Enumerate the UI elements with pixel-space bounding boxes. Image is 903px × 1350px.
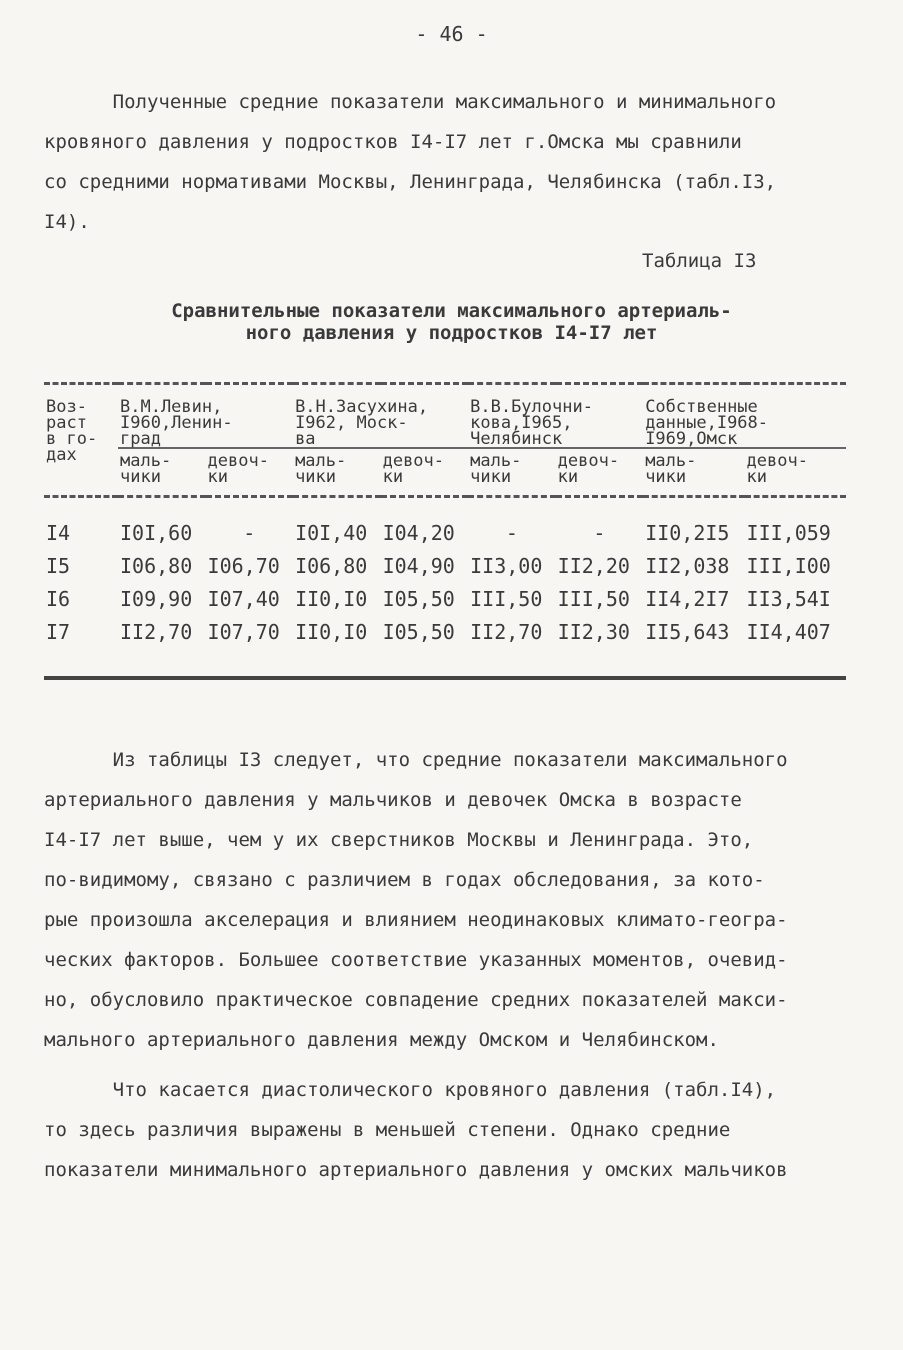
value-cell: III,50 (557, 587, 630, 611)
table-label: Таблица I3 (642, 250, 757, 272)
subheader-girls: девоч- ки (745, 448, 846, 497)
body-line: I4-I7 лет выше, чем у их сверстников Москвы и Ленинграда. Это, (44, 829, 754, 851)
value-cell: I07,40 (207, 587, 280, 611)
blood-pressure-table (44, 382, 846, 680)
table-row (44, 550, 846, 583)
body-line: то здесь различия выражены в меньшей степени. Однако средние (44, 1119, 731, 1141)
intro-line: со средними нормативами Москвы, Ленинграда, Челябинска (табл.I3, (44, 171, 777, 193)
intro-line: кровяного давления у подростков I4-I7 лет г.Омска мы сравнили (44, 131, 742, 153)
value-cell: - (593, 521, 606, 545)
value-cell: II2,20 (557, 554, 630, 578)
intro-line: I4). (44, 211, 90, 233)
body-paragraph-1 (44, 740, 864, 1060)
intro-line: Полученные средние показатели максимального и минимального (44, 91, 777, 113)
subheader-girls: девоч- ки (556, 448, 644, 497)
value-cell: II4,407 (745, 616, 846, 678)
value-cell: II2,70 (468, 616, 556, 678)
table-title-line: ного давления у подростков I4-I7 лет (245, 322, 658, 344)
value-cell: II2,70 (118, 616, 206, 678)
value-cell: II2,30 (556, 616, 644, 678)
table-row (44, 497, 846, 551)
age-cell: I7 (44, 616, 118, 678)
subheader-boys: маль- чики (118, 448, 206, 497)
value-cell: II2,038 (645, 554, 730, 578)
value-cell: I0I,60 (120, 521, 193, 545)
value-cell: I05,50 (381, 616, 469, 678)
value-cell: I06,70 (207, 554, 280, 578)
value-cell: I07,70 (206, 616, 294, 678)
intro-paragraph (44, 82, 864, 242)
age-header: Воз- раст в го- дах (44, 384, 118, 497)
value-cell: II0,I0 (293, 616, 381, 678)
table-title-line: Сравнительные показатели максимального артериаль- (171, 300, 732, 322)
value-cell: I0I,40 (295, 521, 368, 545)
age-cell: I5 (46, 554, 71, 578)
group-header-own-data: Собственные данные,I968- I969,Омск (643, 384, 846, 449)
value-cell: - (505, 521, 518, 545)
table-row (44, 616, 846, 678)
value-cell: II3,00 (470, 554, 543, 578)
group-header-bulochnikova: В.В.Булочни- кова,I965, Челябинск (468, 384, 643, 449)
body-line: ческих факторов. Большее соответствие указанных моментов, очевид- (44, 949, 788, 971)
value-cell: I05,50 (382, 587, 455, 611)
value-cell: I09,90 (120, 587, 193, 611)
body-line: рые произошла акселерация и влиянием неодинаковых климато-геогра- (44, 909, 788, 931)
subheader-boys: маль- чики (293, 448, 381, 497)
subheader-girls: девоч- ки (206, 448, 294, 497)
value-cell: II4,2I7 (645, 587, 730, 611)
value-cell: II0,I0 (295, 587, 368, 611)
value-cell: I06,80 (120, 554, 193, 578)
subheader-girls: девоч- ки (381, 448, 469, 497)
subheader-boys: маль- чики (643, 448, 744, 497)
body-paragraph-2 (44, 1070, 864, 1190)
body-line: артериального давления у мальчиков и девочек Омска в возрасте (44, 789, 742, 811)
age-cell: I6 (46, 587, 71, 611)
body-line: Что касается диастолического кровяного давления (табл.I4), (44, 1079, 777, 1101)
value-cell: II0,2I5 (645, 521, 730, 545)
value-cell: I04,20 (382, 521, 455, 545)
table-row (44, 583, 846, 616)
body-line: показатели минимального артериального давления у омских мальчиков (44, 1159, 788, 1181)
value-cell: III,059 (746, 521, 831, 545)
group-header-zasukhina: В.Н.Засухина, I962, Моск- ва (293, 384, 468, 449)
body-line: но, обусловило практическое совпадение средних показателей макси- (44, 989, 788, 1011)
group-header-levin: В.М.Левин, I960,Ленин- град (118, 384, 293, 449)
value-cell: II3,54I (746, 587, 831, 611)
page-number: - 46 - (415, 22, 488, 46)
table-title (0, 300, 903, 344)
value-cell: - (243, 521, 256, 545)
subheader-boys: маль- чики (468, 448, 556, 497)
value-cell: I06,80 (295, 554, 368, 578)
value-cell: III,50 (470, 587, 543, 611)
body-line: Из таблицы I3 следует, что средние показатели максимального (44, 749, 788, 771)
value-cell: III,I00 (746, 554, 831, 578)
value-cell: II5,643 (643, 616, 744, 678)
value-cell: I04,90 (382, 554, 455, 578)
body-line: мального артериального давления между Омском и Челябинском. (44, 1029, 719, 1051)
body-line: по-видимому, связано с различием в годах обследования, за кото- (44, 869, 765, 891)
age-cell: I4 (46, 521, 71, 545)
